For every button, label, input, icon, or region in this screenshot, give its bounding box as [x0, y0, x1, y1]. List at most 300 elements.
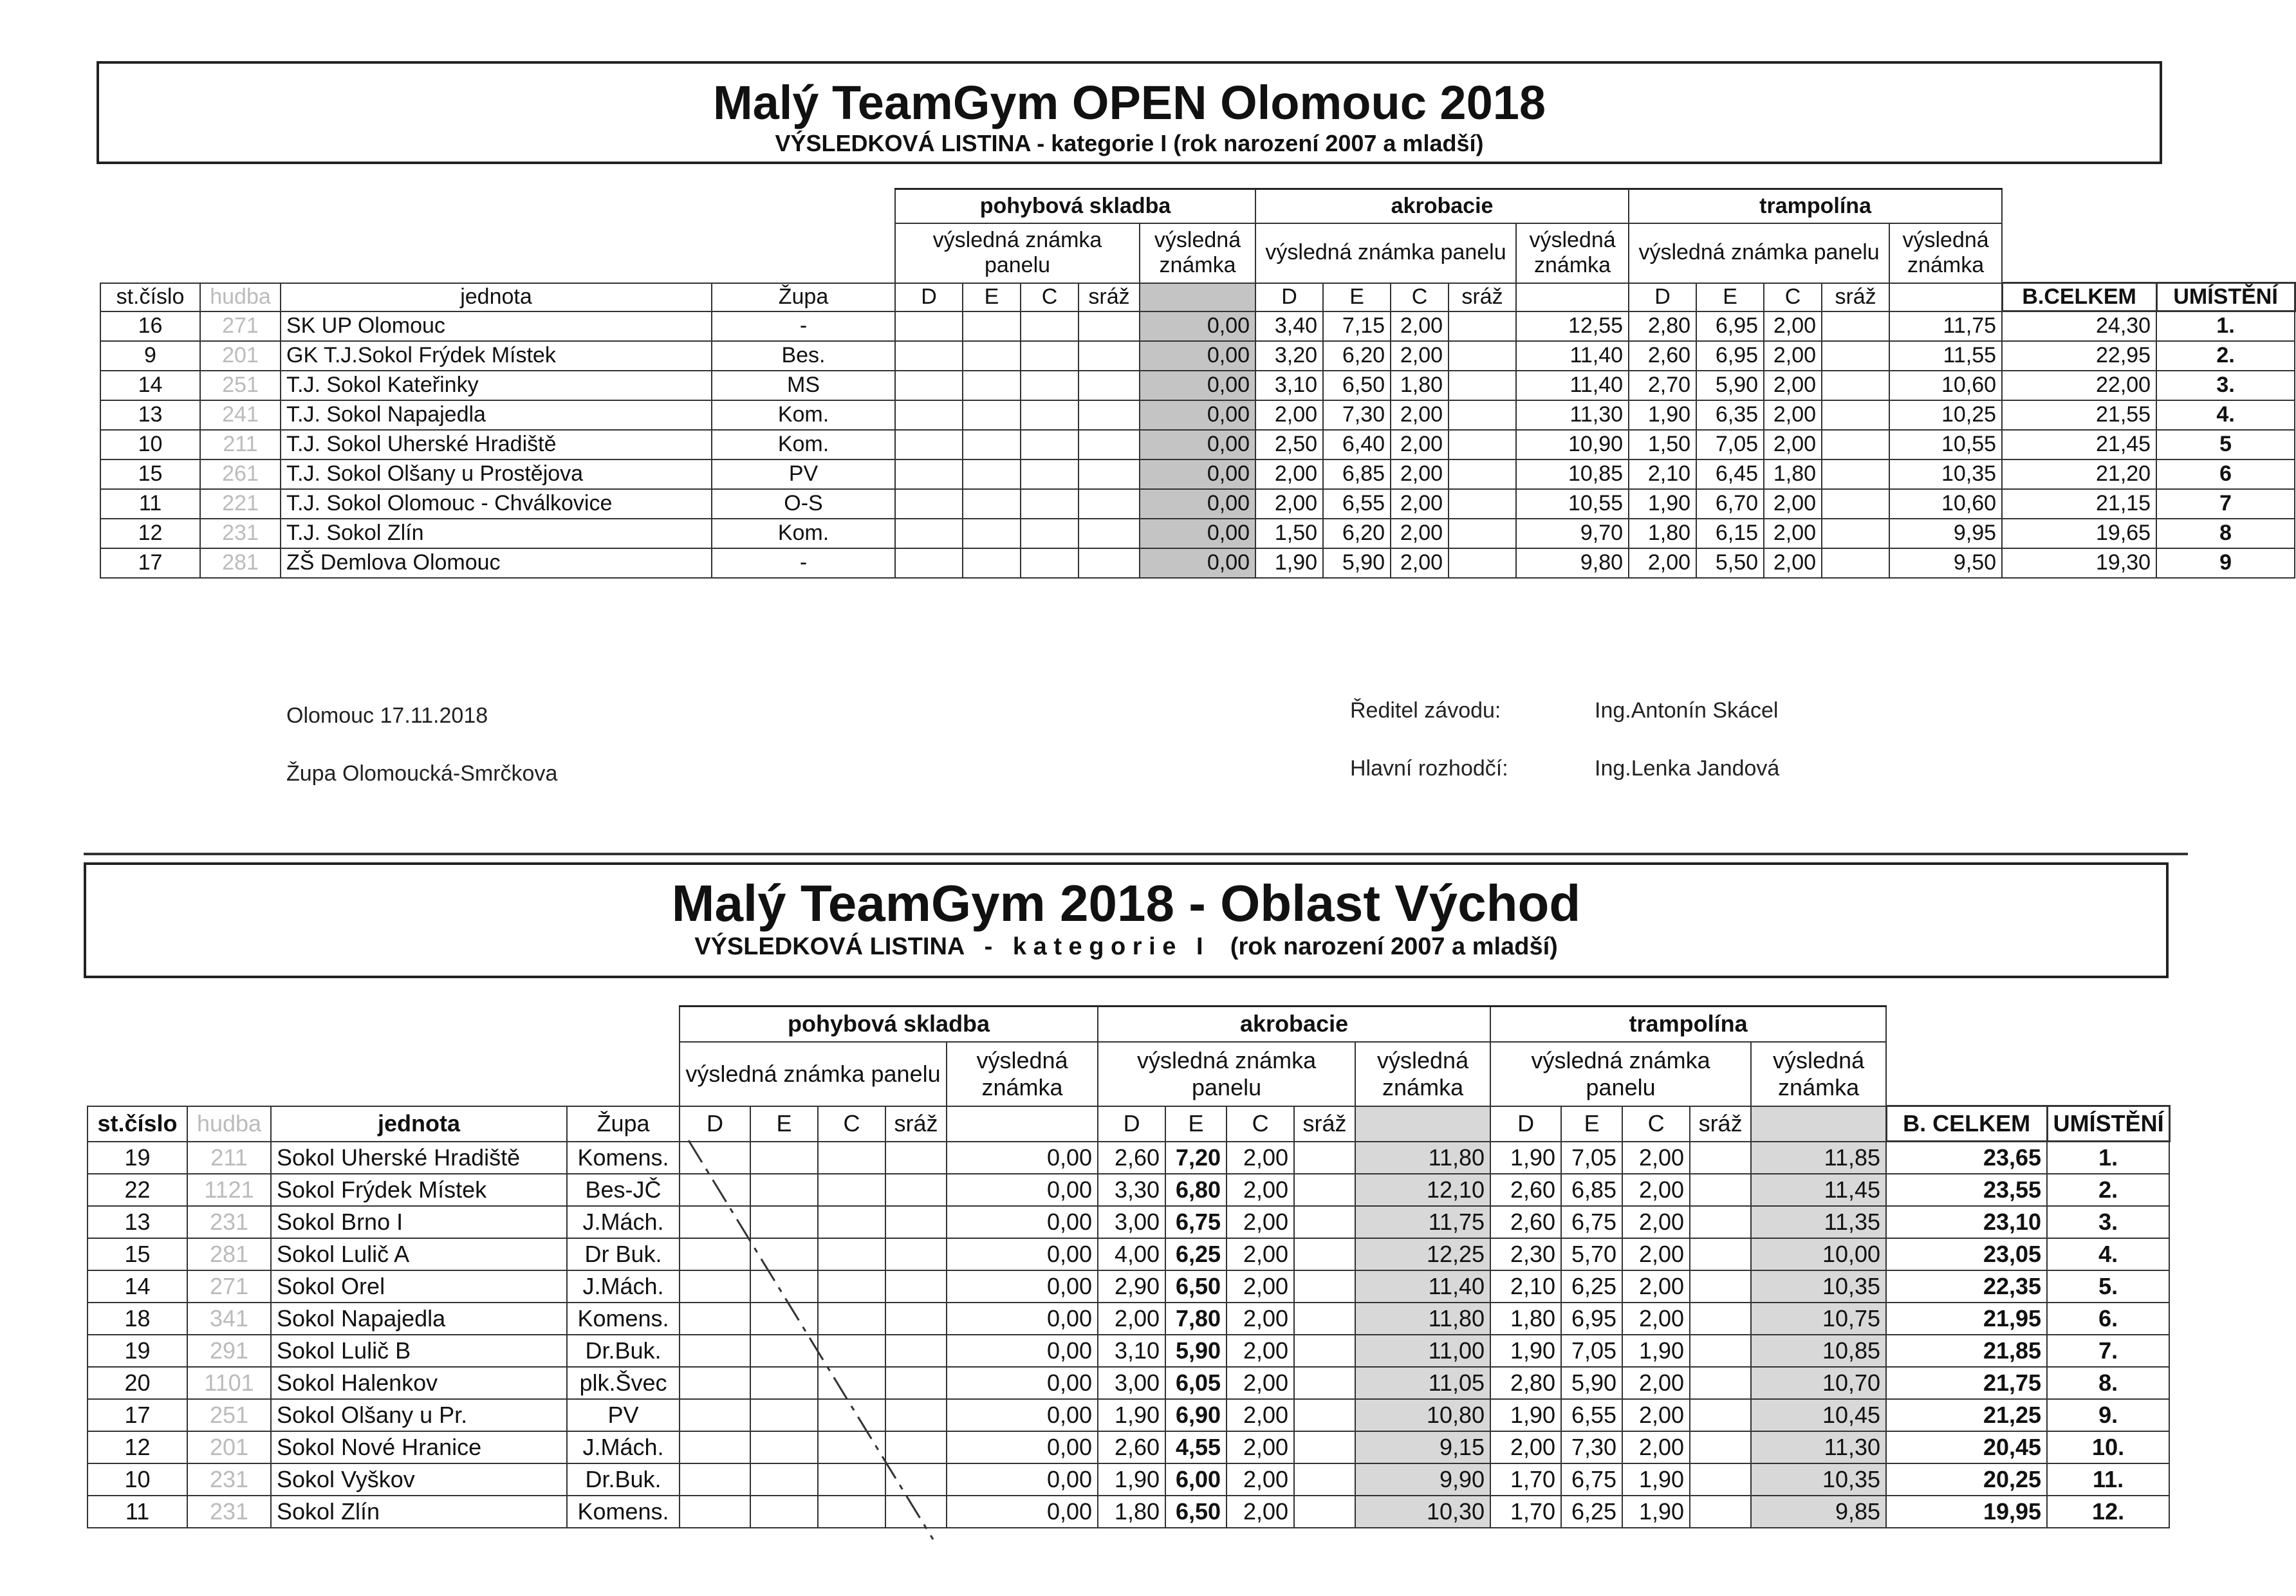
akro-d-cell: 2,60 — [1098, 1431, 1165, 1463]
total-score-cell: 21,75 — [1886, 1367, 2047, 1399]
akro-sraz-cell — [1449, 371, 1516, 400]
start-number-cell: 11 — [100, 489, 200, 519]
tramp-d-cell: 1,90 — [1490, 1142, 1561, 1174]
header-blank — [1140, 283, 1255, 311]
total-score-cell: 22,35 — [1886, 1270, 2047, 1303]
placement-cell: 8. — [2047, 1367, 2169, 1399]
akro-final-cell: 10,85 — [1516, 459, 1629, 489]
tramp-final-cell: 11,85 — [1751, 1142, 1886, 1174]
tramp-final-cell: 10,45 — [1751, 1399, 1886, 1431]
tramp-e-cell: 6,95 — [1696, 311, 1764, 341]
start-number-cell: 13 — [88, 1206, 187, 1238]
tramp-final-cell: 10,60 — [1889, 371, 2002, 400]
document-title: Malý TeamGym 2018 - Oblast Východ — [671, 875, 1581, 932]
region-cell: Dr.Buk. — [567, 1463, 680, 1496]
start-number-cell: 11 — [88, 1496, 187, 1528]
tramp-d-cell: 1,50 — [1629, 430, 1696, 459]
akro-c-cell: 2,00 — [1391, 548, 1449, 578]
tramp-final-cell: 11,55 — [1889, 341, 2002, 371]
sub-final-akro: výsledná známka — [1516, 223, 1629, 283]
tramp-final-cell: 10,25 — [1889, 400, 2002, 430]
pohyb-e-cell — [963, 311, 1021, 341]
akro-sraz-cell — [1449, 341, 1516, 371]
pohyb-d-cell — [895, 400, 963, 430]
region-cell: Komens. — [567, 1496, 680, 1528]
pohyb-d-cell — [895, 459, 963, 489]
tramp-final-cell: 11,30 — [1751, 1431, 1886, 1463]
tramp-c-cell: 2,00 — [1622, 1206, 1690, 1238]
tramp-d-cell: 2,60 — [1490, 1174, 1561, 1206]
tramp-sraz-cell — [1690, 1399, 1751, 1431]
total-score-cell: 23,55 — [1886, 1174, 2047, 1206]
club-name-cell: GK T.J.Sokol Frýdek Místek — [281, 341, 712, 371]
start-number-cell: 15 — [100, 459, 200, 489]
total-score-cell: 22,95 — [2002, 341, 2156, 371]
tramp-e-cell: 5,70 — [1561, 1238, 1622, 1270]
start-number-cell: 19 — [88, 1335, 187, 1367]
akro-e-cell: 4,55 — [1165, 1431, 1227, 1463]
pohyb-e-cell — [963, 371, 1021, 400]
akro-e-cell: 6,90 — [1165, 1399, 1227, 1431]
tramp-c-cell: 1,90 — [1622, 1335, 1690, 1367]
tramp-d-cell: 2,80 — [1629, 311, 1696, 341]
akro-final-cell: 11,05 — [1355, 1367, 1490, 1399]
pohyb-c-cell — [1021, 341, 1079, 371]
akro-c-cell: 2,00 — [1227, 1399, 1294, 1431]
club-name-cell: T.J. Sokol Kateřinky — [281, 371, 712, 400]
music-number-cell: 201 — [187, 1431, 271, 1463]
akro-d-cell: 2,00 — [1255, 489, 1323, 519]
pohyb-sraz-cell — [1079, 371, 1140, 400]
tramp-sraz-cell — [1690, 1303, 1751, 1335]
table-row — [88, 1399, 2169, 1431]
pohyb-c-cell — [1021, 311, 1079, 341]
sub-final-pohyb: výsledná známka — [1140, 223, 1255, 283]
tramp-final-cell: 10,85 — [1751, 1335, 1886, 1367]
header-e: E — [963, 283, 1021, 311]
total-score-cell: 19,95 — [1886, 1496, 2047, 1528]
placement-cell: 8 — [2156, 519, 2295, 548]
akro-d-cell: 3,00 — [1098, 1367, 1165, 1399]
tramp-sraz-cell — [1822, 519, 1889, 548]
header-c: C — [1622, 1106, 1690, 1142]
akro-e-cell: 5,90 — [1165, 1335, 1227, 1367]
pohyb-final-cell: 0,00 — [1140, 430, 1255, 459]
akro-c-cell: 1,80 — [1391, 371, 1449, 400]
music-number-cell: 241 — [200, 400, 281, 430]
akro-final-cell: 11,80 — [1355, 1142, 1490, 1174]
tramp-final-cell: 11,35 — [1751, 1206, 1886, 1238]
header-hudba: hudba — [200, 283, 281, 311]
total-score-cell: 21,85 — [1886, 1335, 2047, 1367]
akro-final-cell: 10,55 — [1516, 489, 1629, 519]
pohyb-final-cell: 0,00 — [1140, 341, 1255, 371]
akro-e-cell: 6,50 — [1323, 371, 1391, 400]
tramp-final-cell: 9,50 — [1889, 548, 2002, 578]
tramp-d-cell: 1,90 — [1490, 1399, 1561, 1431]
akro-final-cell: 11,80 — [1355, 1303, 1490, 1335]
tramp-c-cell: 2,00 — [1764, 341, 1822, 371]
pohyb-sraz-cell — [1079, 489, 1140, 519]
start-number-cell: 10 — [88, 1463, 187, 1496]
akro-d-cell: 3,40 — [1255, 311, 1323, 341]
header-umisteni: UMÍSTĚNÍ — [2156, 283, 2295, 311]
start-number-cell: 10 — [100, 430, 200, 459]
pohyb-final-cell: 0,00 — [1140, 489, 1255, 519]
pohyb-e-cell — [963, 548, 1021, 578]
pohyb-sraz-cell — [1079, 519, 1140, 548]
region-cell: O-S — [712, 489, 895, 519]
pohyb-c-cell — [1021, 371, 1079, 400]
akro-d-cell: 1,90 — [1255, 548, 1323, 578]
sub-final-pohyb: výsledná známka — [947, 1042, 1098, 1106]
tramp-d-cell: 2,00 — [1490, 1431, 1561, 1463]
akro-c-cell: 2,00 — [1227, 1206, 1294, 1238]
region-cell: Bes. — [712, 341, 895, 371]
footer-zupa: Župa Olomoucká-Smrčkova — [286, 761, 558, 786]
pohyb-final-cell: 0,00 — [1140, 400, 1255, 430]
akro-sraz-cell — [1294, 1270, 1355, 1303]
club-name-cell: T.J. Sokol Napajedla — [281, 400, 712, 430]
akro-final-cell: 11,40 — [1516, 341, 1629, 371]
tramp-c-cell: 2,00 — [1622, 1142, 1690, 1174]
region-cell: Komens. — [567, 1142, 680, 1174]
tramp-sraz-cell — [1690, 1496, 1751, 1528]
pohyb-final-cell: 0,00 — [1140, 548, 1255, 578]
tramp-d-cell: 1,80 — [1490, 1303, 1561, 1335]
header-sraz: sráž — [1079, 283, 1140, 311]
tramp-d-cell: 2,00 — [1629, 548, 1696, 578]
akro-e-cell: 7,20 — [1165, 1142, 1227, 1174]
placement-cell: 5 — [2156, 430, 2295, 459]
tramp-final-cell: 9,85 — [1751, 1496, 1886, 1528]
pohyb-final-cell: 0,00 — [947, 1399, 1098, 1431]
akro-sraz-cell — [1449, 489, 1516, 519]
akro-c-cell: 2,00 — [1391, 519, 1449, 548]
region-cell: MS — [712, 371, 895, 400]
akro-d-cell: 3,30 — [1098, 1174, 1165, 1206]
table-row — [100, 430, 2295, 459]
footer-director: Ing.Antonín Skácel — [1595, 698, 1779, 723]
tramp-d-cell: 1,90 — [1490, 1335, 1561, 1367]
akro-sraz-cell — [1294, 1206, 1355, 1238]
akro-e-cell: 6,80 — [1165, 1174, 1227, 1206]
table-row — [88, 1270, 2169, 1303]
header-jednota: jednota — [271, 1106, 567, 1142]
club-name-cell: Sokol Vyškov — [271, 1463, 567, 1496]
pohyb-final-cell: 0,00 — [947, 1303, 1098, 1335]
header-d: D — [680, 1106, 750, 1142]
akro-c-cell: 2,00 — [1227, 1496, 1294, 1528]
pohyb-c-cell — [1021, 400, 1079, 430]
total-score-cell: 21,95 — [1886, 1303, 2047, 1335]
pohyb-d-cell — [895, 311, 963, 341]
pohyb-final-cell: 0,00 — [947, 1270, 1098, 1303]
group-akrobacie: akrobacie — [1255, 189, 1629, 223]
table-row — [88, 1335, 2169, 1367]
header-jednota: jednota — [281, 283, 712, 311]
tramp-sraz-cell — [1822, 400, 1889, 430]
total-score-cell: 20,45 — [1886, 1431, 2047, 1463]
music-number-cell: 201 — [200, 341, 281, 371]
pohyb-sraz-cell — [1079, 548, 1140, 578]
pohyb-c-cell — [1021, 489, 1079, 519]
akro-d-cell: 1,90 — [1098, 1463, 1165, 1496]
akro-c-cell: 2,00 — [1227, 1270, 1294, 1303]
akro-c-cell: 2,00 — [1391, 430, 1449, 459]
total-score-cell: 24,30 — [2002, 311, 2156, 341]
group-akrobacie: akrobacie — [1098, 1007, 1490, 1042]
table-row — [88, 1367, 2169, 1399]
tramp-e-cell: 6,75 — [1561, 1463, 1622, 1496]
tramp-sraz-cell — [1822, 341, 1889, 371]
region-cell: J.Mách. — [567, 1206, 680, 1238]
header-d: D — [1629, 283, 1696, 311]
start-number-cell: 15 — [88, 1238, 187, 1270]
start-number-cell: 9 — [100, 341, 200, 371]
table-row — [88, 1206, 2169, 1238]
tramp-sraz-cell — [1690, 1238, 1751, 1270]
placement-cell: 6 — [2156, 459, 2295, 489]
header-c: C — [818, 1106, 885, 1142]
music-number-cell: 251 — [200, 371, 281, 400]
header-blank — [1751, 1106, 1886, 1142]
sub-panel-tramp: výsledná známka panelu — [1490, 1042, 1751, 1106]
placement-cell: 2. — [2047, 1174, 2169, 1206]
akro-sraz-cell — [1294, 1463, 1355, 1496]
sub-panel-akro: výsledná známka panelu — [1255, 223, 1516, 283]
table-row — [88, 1496, 2169, 1528]
region-cell: plk.Švec — [567, 1367, 680, 1399]
akro-final-cell: 9,15 — [1355, 1431, 1490, 1463]
akro-final-cell: 12,25 — [1355, 1238, 1490, 1270]
tramp-d-cell: 2,80 — [1490, 1367, 1561, 1399]
club-name-cell: Sokol Brno I — [271, 1206, 567, 1238]
music-number-cell: 291 — [187, 1335, 271, 1367]
akro-c-cell: 2,00 — [1227, 1463, 1294, 1496]
sub-final-tramp: výsledná známka — [1751, 1042, 1886, 1106]
start-number-cell: 14 — [100, 371, 200, 400]
start-number-cell: 12 — [100, 519, 200, 548]
tramp-e-cell: 6,15 — [1696, 519, 1764, 548]
akro-final-cell: 9,80 — [1516, 548, 1629, 578]
akro-final-cell: 9,70 — [1516, 519, 1629, 548]
music-number-cell: 1121 — [187, 1174, 271, 1206]
pohyb-e-cell — [963, 519, 1021, 548]
region-cell: PV — [567, 1399, 680, 1431]
akro-d-cell: 2,00 — [1098, 1303, 1165, 1335]
region-cell: Kom. — [712, 430, 895, 459]
placement-cell: 5. — [2047, 1270, 2169, 1303]
placement-cell: 9. — [2047, 1399, 2169, 1431]
table-row — [88, 1431, 2169, 1463]
pohyb-final-cell: 0,00 — [947, 1142, 1098, 1174]
music-number-cell: 271 — [187, 1270, 271, 1303]
table-row — [100, 519, 2295, 548]
tramp-d-cell: 2,60 — [1490, 1206, 1561, 1238]
akro-final-cell: 10,30 — [1355, 1496, 1490, 1528]
header-e: E — [1696, 283, 1764, 311]
akro-d-cell: 1,80 — [1098, 1496, 1165, 1528]
tramp-sraz-cell — [1822, 459, 1889, 489]
pohyb-d-cell — [895, 519, 963, 548]
placement-cell: 11. — [2047, 1463, 2169, 1496]
club-name-cell: T.J. Sokol Zlín — [281, 519, 712, 548]
pohyb-final-cell: 0,00 — [1140, 311, 1255, 341]
tramp-c-cell: 2,00 — [1764, 430, 1822, 459]
sub-panel-akro: výsledná známka panelu — [1098, 1042, 1355, 1106]
tramp-c-cell: 2,00 — [1622, 1303, 1690, 1335]
club-name-cell: Sokol Zlín — [271, 1496, 567, 1528]
tramp-d-cell: 1,80 — [1629, 519, 1696, 548]
tramp-e-cell: 7,05 — [1696, 430, 1764, 459]
region-cell: PV — [712, 459, 895, 489]
akro-d-cell: 1,50 — [1255, 519, 1323, 548]
tramp-sraz-cell — [1690, 1174, 1751, 1206]
document-subtitle: VÝSLEDKOVÁ LISTINA - k a t e g o r i e I (rok narození 2007 a mladší) — [694, 933, 1558, 960]
akro-e-cell: 6,25 — [1165, 1238, 1227, 1270]
music-number-cell: 281 — [200, 548, 281, 578]
total-score-cell: 21,25 — [1886, 1399, 2047, 1431]
club-name-cell: Sokol Frýdek Místek — [271, 1174, 567, 1206]
club-name-cell: Sokol Lulič A — [271, 1238, 567, 1270]
total-score-cell: 19,30 — [2002, 548, 2156, 578]
table-row — [88, 1238, 2169, 1270]
tramp-e-cell: 5,90 — [1561, 1367, 1622, 1399]
club-name-cell: Sokol Nové Hranice — [271, 1431, 567, 1463]
header-b-celkem: B. CELKEM — [1886, 1106, 2047, 1142]
tramp-final-cell: 11,45 — [1751, 1174, 1886, 1206]
results-table-2 — [87, 1005, 2171, 1528]
tramp-c-cell: 2,00 — [1622, 1367, 1690, 1399]
strike-line — [689, 1140, 933, 1539]
tramp-e-cell: 5,90 — [1696, 371, 1764, 400]
music-number-cell: 231 — [200, 519, 281, 548]
pohyb-final-cell: 0,00 — [947, 1335, 1098, 1367]
tramp-c-cell: 1,90 — [1622, 1496, 1690, 1528]
music-number-cell: 261 — [200, 459, 281, 489]
tramp-final-cell: 10,35 — [1751, 1463, 1886, 1496]
pohyb-sraz-cell — [1079, 341, 1140, 371]
akro-sraz-cell — [1294, 1303, 1355, 1335]
tramp-sraz-cell — [1690, 1206, 1751, 1238]
footer-judge: Ing.Lenka Jandová — [1595, 756, 1780, 781]
group-pohybova-skladba: pohybová skladba — [895, 189, 1255, 223]
tramp-c-cell: 2,00 — [1622, 1238, 1690, 1270]
header-sraz: sráž — [1822, 283, 1889, 311]
music-number-cell: 1101 — [187, 1367, 271, 1399]
region-cell: Bes-JČ — [567, 1174, 680, 1206]
region-cell: J.Mách. — [567, 1431, 680, 1463]
header-sraz: sráž — [1690, 1106, 1751, 1142]
table-row — [100, 311, 2295, 341]
pohyb-final-cell: 0,00 — [947, 1206, 1098, 1238]
table-row — [88, 1463, 2169, 1496]
akro-e-cell: 6,20 — [1323, 519, 1391, 548]
akro-sraz-cell — [1294, 1335, 1355, 1367]
music-number-cell: 341 — [187, 1303, 271, 1335]
total-score-cell: 21,15 — [2002, 489, 2156, 519]
akro-sraz-cell — [1449, 400, 1516, 430]
akro-sraz-cell — [1294, 1367, 1355, 1399]
tramp-sraz-cell — [1690, 1431, 1751, 1463]
header-e: E — [1323, 283, 1391, 311]
tramp-final-cell: 10,00 — [1751, 1238, 1886, 1270]
footer-judge-label: Hlavní rozhodčí: — [1350, 756, 1508, 781]
akro-e-cell: 6,00 — [1165, 1463, 1227, 1496]
tramp-sraz-cell — [1690, 1142, 1751, 1174]
total-score-cell: 23,10 — [1886, 1206, 2047, 1238]
tramp-sraz-cell — [1822, 371, 1889, 400]
akro-c-cell: 2,00 — [1391, 459, 1449, 489]
footer-director-label: Ředitel závodu: — [1350, 698, 1501, 723]
tramp-sraz-cell — [1822, 489, 1889, 519]
akro-final-cell: 10,90 — [1516, 430, 1629, 459]
akro-d-cell: 3,10 — [1098, 1335, 1165, 1367]
table-row — [88, 1174, 2169, 1206]
placement-cell: 9 — [2156, 548, 2295, 578]
tramp-sraz-cell — [1822, 548, 1889, 578]
pohyb-sraz-cell — [1079, 459, 1140, 489]
region-cell: - — [712, 548, 895, 578]
total-score-cell: 21,20 — [2002, 459, 2156, 489]
akro-d-cell: 3,20 — [1255, 341, 1323, 371]
music-number-cell: 231 — [187, 1496, 271, 1528]
tramp-c-cell: 2,00 — [1764, 311, 1822, 341]
pohyb-d-cell — [895, 430, 963, 459]
pohyb-final-cell: 0,00 — [947, 1174, 1098, 1206]
music-number-cell: 231 — [187, 1206, 271, 1238]
pohyb-c-cell — [1021, 548, 1079, 578]
tramp-e-cell: 6,75 — [1561, 1206, 1622, 1238]
akro-sraz-cell — [1294, 1496, 1355, 1528]
music-number-cell: 221 — [200, 489, 281, 519]
total-score-cell: 23,65 — [1886, 1142, 2047, 1174]
tramp-c-cell: 2,00 — [1764, 519, 1822, 548]
header-blank — [1355, 1106, 1490, 1142]
akro-d-cell: 2,60 — [1098, 1142, 1165, 1174]
akro-e-cell: 6,85 — [1323, 459, 1391, 489]
tramp-e-cell: 6,55 — [1561, 1399, 1622, 1431]
pohyb-final-cell: 0,00 — [947, 1238, 1098, 1270]
akro-final-cell: 12,10 — [1355, 1174, 1490, 1206]
akro-e-cell: 6,50 — [1165, 1496, 1227, 1528]
header-d: D — [1098, 1106, 1165, 1142]
akro-c-cell: 2,00 — [1227, 1303, 1294, 1335]
header-e: E — [1165, 1106, 1227, 1142]
club-name-cell: T.J. Sokol Uherské Hradiště — [281, 430, 712, 459]
akro-e-cell: 7,80 — [1165, 1303, 1227, 1335]
sub-final-akro: výsledná známka — [1355, 1042, 1490, 1106]
pohyb-final-cell: 0,00 — [1140, 519, 1255, 548]
total-score-cell: 21,55 — [2002, 400, 2156, 430]
pohyb-final-cell: 0,00 — [947, 1463, 1098, 1496]
tramp-sraz-cell — [1822, 311, 1889, 341]
tramp-final-cell: 10,35 — [1751, 1270, 1886, 1303]
akro-e-cell: 6,50 — [1165, 1270, 1227, 1303]
tramp-d-cell: 1,70 — [1490, 1496, 1561, 1528]
tramp-c-cell: 2,00 — [1764, 400, 1822, 430]
club-name-cell: Sokol Orel — [271, 1270, 567, 1303]
header-d: D — [895, 283, 963, 311]
total-score-cell: 19,65 — [2002, 519, 2156, 548]
header-c: C — [1227, 1106, 1294, 1142]
club-name-cell: Sokol Uherské Hradiště — [271, 1142, 567, 1174]
tramp-c-cell: 2,00 — [1764, 548, 1822, 578]
pohyb-diagonal-strike — [689, 1140, 933, 1539]
pohyb-c-cell — [1021, 430, 1079, 459]
sub-panel-pohyb: výsledná známka panelu — [680, 1042, 947, 1106]
